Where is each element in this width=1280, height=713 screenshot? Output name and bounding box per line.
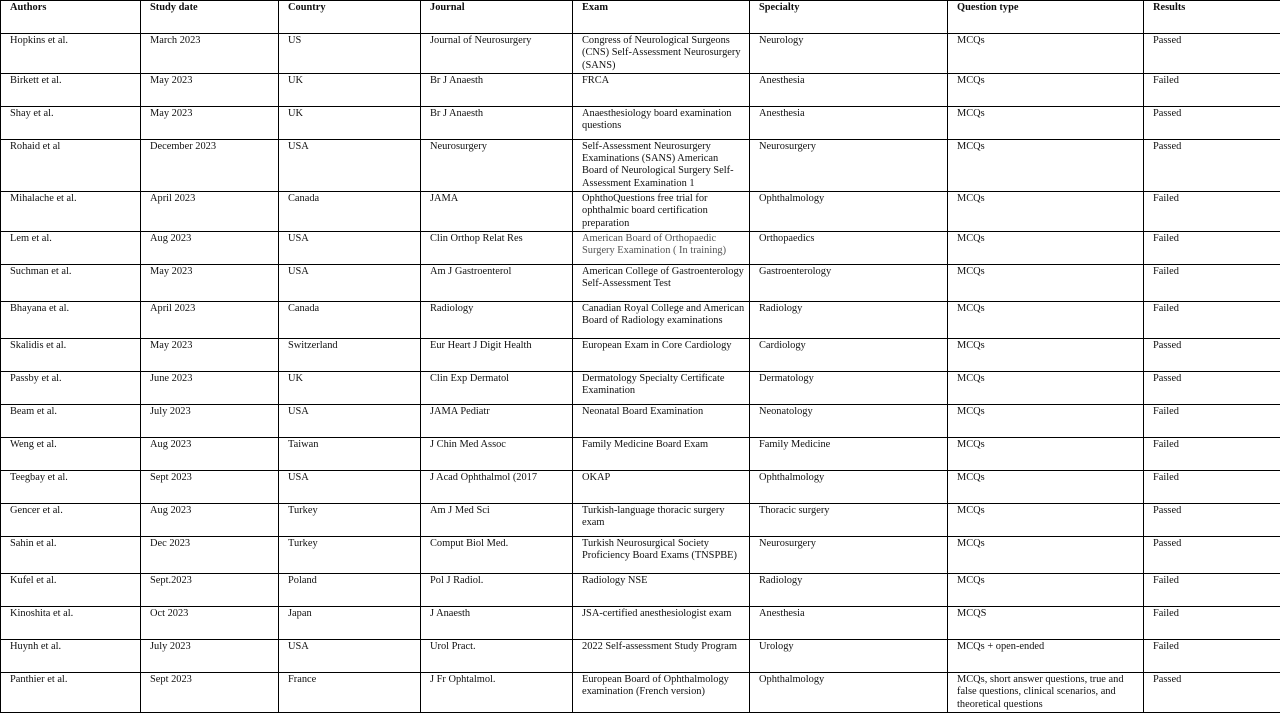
cell-study-date: July 2023 bbox=[141, 404, 279, 437]
cell-country: USA bbox=[279, 139, 421, 191]
cell-journal: Comput Biol Med. bbox=[421, 536, 573, 573]
cell-question-type: MCQs bbox=[948, 231, 1144, 264]
table-row bbox=[1, 34, 1280, 74]
cell-authors: Sahin et al. bbox=[1, 536, 141, 573]
cell-results: Passed bbox=[1144, 371, 1280, 404]
table-row bbox=[1, 106, 1280, 139]
cell-study-date: May 2023 bbox=[141, 73, 279, 106]
cell-specialty: Neurology bbox=[750, 34, 948, 74]
cell-country: Canada bbox=[279, 192, 421, 232]
cell-country: UK bbox=[279, 106, 421, 139]
cell-journal: Neurosurgery bbox=[421, 139, 573, 191]
table-row bbox=[1, 73, 1280, 106]
cell-study-date: Aug 2023 bbox=[141, 437, 279, 470]
header-results: Results bbox=[1144, 1, 1280, 34]
cell-results: Failed bbox=[1144, 264, 1280, 301]
table-row bbox=[1, 639, 1280, 672]
cell-authors: Panthier et al. bbox=[1, 672, 141, 712]
cell-specialty: Neurosurgery bbox=[750, 536, 948, 573]
cell-specialty: Anesthesia bbox=[750, 606, 948, 639]
cell-study-date: Sept.2023 bbox=[141, 573, 279, 606]
header-country: Country bbox=[279, 1, 421, 34]
cell-country: USA bbox=[279, 639, 421, 672]
cell-specialty: Ophthalmology bbox=[750, 192, 948, 232]
cell-question-type: MCQS bbox=[948, 606, 1144, 639]
cell-results: Passed bbox=[1144, 536, 1280, 573]
cell-exam: Family Medicine Board Exam bbox=[573, 437, 750, 470]
cell-journal: Am J Med Sci bbox=[421, 503, 573, 536]
cell-country: Turkey bbox=[279, 503, 421, 536]
cell-authors: Skalidis et al. bbox=[1, 338, 141, 371]
header-journal: Journal bbox=[421, 1, 573, 34]
cell-authors: Beam et al. bbox=[1, 404, 141, 437]
cell-country: France bbox=[279, 672, 421, 712]
cell-country: UK bbox=[279, 371, 421, 404]
cell-question-type: MCQs bbox=[948, 139, 1144, 191]
cell-specialty: Anesthesia bbox=[750, 106, 948, 139]
cell-authors: Mihalache et al. bbox=[1, 192, 141, 232]
header-question-type: Question type bbox=[948, 1, 1144, 34]
header-row bbox=[1, 1, 1280, 34]
cell-question-type: MCQs, short answer questions, true and false questions, clinical scenarios, and theoretical questions bbox=[948, 672, 1144, 712]
cell-results: Passed bbox=[1144, 106, 1280, 139]
cell-study-date: Aug 2023 bbox=[141, 231, 279, 264]
header-authors: Authors bbox=[1, 1, 141, 34]
table-row bbox=[1, 338, 1280, 371]
cell-question-type: MCQs bbox=[948, 264, 1144, 301]
cell-journal: J Chin Med Assoc bbox=[421, 437, 573, 470]
cell-authors: Bhayana et al. bbox=[1, 301, 141, 338]
cell-question-type: MCQs bbox=[948, 192, 1144, 232]
cell-country: UK bbox=[279, 73, 421, 106]
cell-study-date: May 2023 bbox=[141, 264, 279, 301]
cell-country: Turkey bbox=[279, 536, 421, 573]
cell-specialty: Gastroenterology bbox=[750, 264, 948, 301]
cell-study-date: March 2023 bbox=[141, 34, 279, 74]
cell-exam: European Exam in Core Cardiology bbox=[573, 338, 750, 371]
table-row bbox=[1, 231, 1280, 264]
header-specialty: Specialty bbox=[750, 1, 948, 34]
cell-authors: Teegbay et al. bbox=[1, 470, 141, 503]
cell-specialty: Dermatology bbox=[750, 371, 948, 404]
cell-results: Failed bbox=[1144, 606, 1280, 639]
cell-question-type: MCQs bbox=[948, 34, 1144, 74]
cell-question-type: MCQs bbox=[948, 437, 1144, 470]
cell-study-date: June 2023 bbox=[141, 371, 279, 404]
table-row bbox=[1, 404, 1280, 437]
cell-study-date: July 2023 bbox=[141, 639, 279, 672]
cell-journal: J Fr Ophtalmol. bbox=[421, 672, 573, 712]
cell-journal: Journal of Neurosurgery bbox=[421, 34, 573, 74]
cell-question-type: MCQs bbox=[948, 404, 1144, 437]
cell-question-type: MCQs bbox=[948, 106, 1144, 139]
cell-results: Passed bbox=[1144, 672, 1280, 712]
cell-question-type: MCQs bbox=[948, 470, 1144, 503]
cell-question-type: MCQs bbox=[948, 536, 1144, 573]
cell-specialty: Ophthalmology bbox=[750, 672, 948, 712]
table-row bbox=[1, 437, 1280, 470]
cell-results: Failed bbox=[1144, 404, 1280, 437]
table-row bbox=[1, 606, 1280, 639]
cell-results: Failed bbox=[1144, 192, 1280, 232]
table-row bbox=[1, 470, 1280, 503]
cell-exam: FRCA bbox=[573, 73, 750, 106]
cell-specialty: Family Medicine bbox=[750, 437, 948, 470]
cell-specialty: Neonatology bbox=[750, 404, 948, 437]
cell-authors: Gencer et al. bbox=[1, 503, 141, 536]
cell-exam: Radiology NSE bbox=[573, 573, 750, 606]
table-row bbox=[1, 301, 1280, 338]
cell-authors: Weng et al. bbox=[1, 437, 141, 470]
table-row bbox=[1, 536, 1280, 573]
cell-exam: Neonatal Board Examination bbox=[573, 404, 750, 437]
cell-specialty: Urology bbox=[750, 639, 948, 672]
cell-country: Japan bbox=[279, 606, 421, 639]
cell-study-date: Sept 2023 bbox=[141, 672, 279, 712]
cell-exam: American Board of Orthopaedic Surgery Examination ( In training) bbox=[573, 231, 750, 264]
cell-journal: Eur Heart J Digit Health bbox=[421, 338, 573, 371]
cell-journal: Br J Anaesth bbox=[421, 73, 573, 106]
cell-country: Poland bbox=[279, 573, 421, 606]
cell-country: USA bbox=[279, 264, 421, 301]
cell-journal: Urol Pract. bbox=[421, 639, 573, 672]
cell-study-date: Sept 2023 bbox=[141, 470, 279, 503]
table-row bbox=[1, 672, 1280, 712]
cell-exam: Turkish-language thoracic surgery exam bbox=[573, 503, 750, 536]
table-row bbox=[1, 573, 1280, 606]
cell-authors: Suchman et al. bbox=[1, 264, 141, 301]
cell-specialty: Neurosurgery bbox=[750, 139, 948, 191]
cell-results: Failed bbox=[1144, 437, 1280, 470]
cell-results: Failed bbox=[1144, 573, 1280, 606]
cell-country: Taiwan bbox=[279, 437, 421, 470]
cell-specialty: Anesthesia bbox=[750, 73, 948, 106]
cell-authors: Passby et al. bbox=[1, 371, 141, 404]
cell-question-type: MCQs bbox=[948, 301, 1144, 338]
cell-study-date: Aug 2023 bbox=[141, 503, 279, 536]
cell-study-date: Oct 2023 bbox=[141, 606, 279, 639]
cell-study-date: December 2023 bbox=[141, 139, 279, 191]
cell-authors: Rohaid et al bbox=[1, 139, 141, 191]
table-row bbox=[1, 139, 1280, 191]
cell-question-type: MCQs bbox=[948, 338, 1144, 371]
cell-authors: Kufel et al. bbox=[1, 573, 141, 606]
cell-exam: Congress of Neurological Surgeons (CNS) Self-Assessment Neurosurgery (SANS) bbox=[573, 34, 750, 74]
cell-journal: Radiology bbox=[421, 301, 573, 338]
cell-authors: Kinoshita et al. bbox=[1, 606, 141, 639]
cell-specialty: Cardiology bbox=[750, 338, 948, 371]
cell-specialty: Radiology bbox=[750, 573, 948, 606]
cell-journal: Am J Gastroenterol bbox=[421, 264, 573, 301]
header-study-date: Study date bbox=[141, 1, 279, 34]
cell-specialty: Ophthalmology bbox=[750, 470, 948, 503]
cell-question-type: MCQs bbox=[948, 573, 1144, 606]
cell-journal: J Acad Ophthalmol (2017 bbox=[421, 470, 573, 503]
cell-authors: Huynh et al. bbox=[1, 639, 141, 672]
cell-journal: JAMA bbox=[421, 192, 573, 232]
cell-specialty: Thoracic surgery bbox=[750, 503, 948, 536]
cell-study-date: Dec 2023 bbox=[141, 536, 279, 573]
cell-country: US bbox=[279, 34, 421, 74]
cell-authors: Shay et al. bbox=[1, 106, 141, 139]
cell-authors: Lem et al. bbox=[1, 231, 141, 264]
cell-study-date: April 2023 bbox=[141, 301, 279, 338]
cell-question-type: MCQs bbox=[948, 73, 1144, 106]
cell-study-date: May 2023 bbox=[141, 338, 279, 371]
cell-exam: Dermatology Specialty Certificate Examination bbox=[573, 371, 750, 404]
cell-exam: Canadian Royal College and American Board of Radiology examinations bbox=[573, 301, 750, 338]
cell-results: Failed bbox=[1144, 639, 1280, 672]
cell-question-type: MCQs + open-ended bbox=[948, 639, 1144, 672]
cell-country: USA bbox=[279, 404, 421, 437]
cell-journal: Clin Exp Dermatol bbox=[421, 371, 573, 404]
cell-results: Failed bbox=[1144, 231, 1280, 264]
cell-exam: JSA-certified anesthesiologist exam bbox=[573, 606, 750, 639]
cell-exam: American College of Gastroenterology Self-Assessment Test bbox=[573, 264, 750, 301]
cell-results: Failed bbox=[1144, 301, 1280, 338]
cell-question-type: MCQs bbox=[948, 371, 1144, 404]
cell-country: Switzerland bbox=[279, 338, 421, 371]
cell-results: Passed bbox=[1144, 338, 1280, 371]
cell-question-type: MCQs bbox=[948, 503, 1144, 536]
cell-country: USA bbox=[279, 470, 421, 503]
cell-results: Passed bbox=[1144, 139, 1280, 191]
table-row bbox=[1, 192, 1280, 232]
cell-journal: Pol J Radiol. bbox=[421, 573, 573, 606]
cell-study-date: April 2023 bbox=[141, 192, 279, 232]
cell-results: Failed bbox=[1144, 73, 1280, 106]
cell-specialty: Orthopaedics bbox=[750, 231, 948, 264]
cell-country: Canada bbox=[279, 301, 421, 338]
table-row bbox=[1, 371, 1280, 404]
cell-journal: J Anaesth bbox=[421, 606, 573, 639]
cell-exam: Anaesthesiology board examination questions bbox=[573, 106, 750, 139]
table-row bbox=[1, 264, 1280, 301]
cell-exam: Turkish Neurosurgical Society Proficiency Board Exams (TNSPBE) bbox=[573, 536, 750, 573]
cell-exam: OKAP bbox=[573, 470, 750, 503]
cell-study-date: May 2023 bbox=[141, 106, 279, 139]
header-exam: Exam bbox=[573, 1, 750, 34]
cell-authors: Birkett et al. bbox=[1, 73, 141, 106]
cell-authors: Hopkins et al. bbox=[1, 34, 141, 74]
cell-results: Passed bbox=[1144, 503, 1280, 536]
cell-journal: Clin Orthop Relat Res bbox=[421, 231, 573, 264]
table-row bbox=[1, 503, 1280, 536]
cell-exam: Self-Assessment Neurosurgery Examinations (SANS) American Board of Neurological Surgery Self-Assessment Examination 1 bbox=[573, 139, 750, 191]
cell-exam: 2022 Self-assessment Study Program bbox=[573, 639, 750, 672]
cell-results: Failed bbox=[1144, 470, 1280, 503]
cell-country: USA bbox=[279, 231, 421, 264]
cell-exam: OphthoQuestions free trial for ophthalmic board certification preparation bbox=[573, 192, 750, 232]
cell-specialty: Radiology bbox=[750, 301, 948, 338]
cell-journal: JAMA Pediatr bbox=[421, 404, 573, 437]
cell-exam: European Board of Ophthalmology examination (French version) bbox=[573, 672, 750, 712]
cell-results: Passed bbox=[1144, 34, 1280, 74]
cell-journal: Br J Anaesth bbox=[421, 106, 573, 139]
